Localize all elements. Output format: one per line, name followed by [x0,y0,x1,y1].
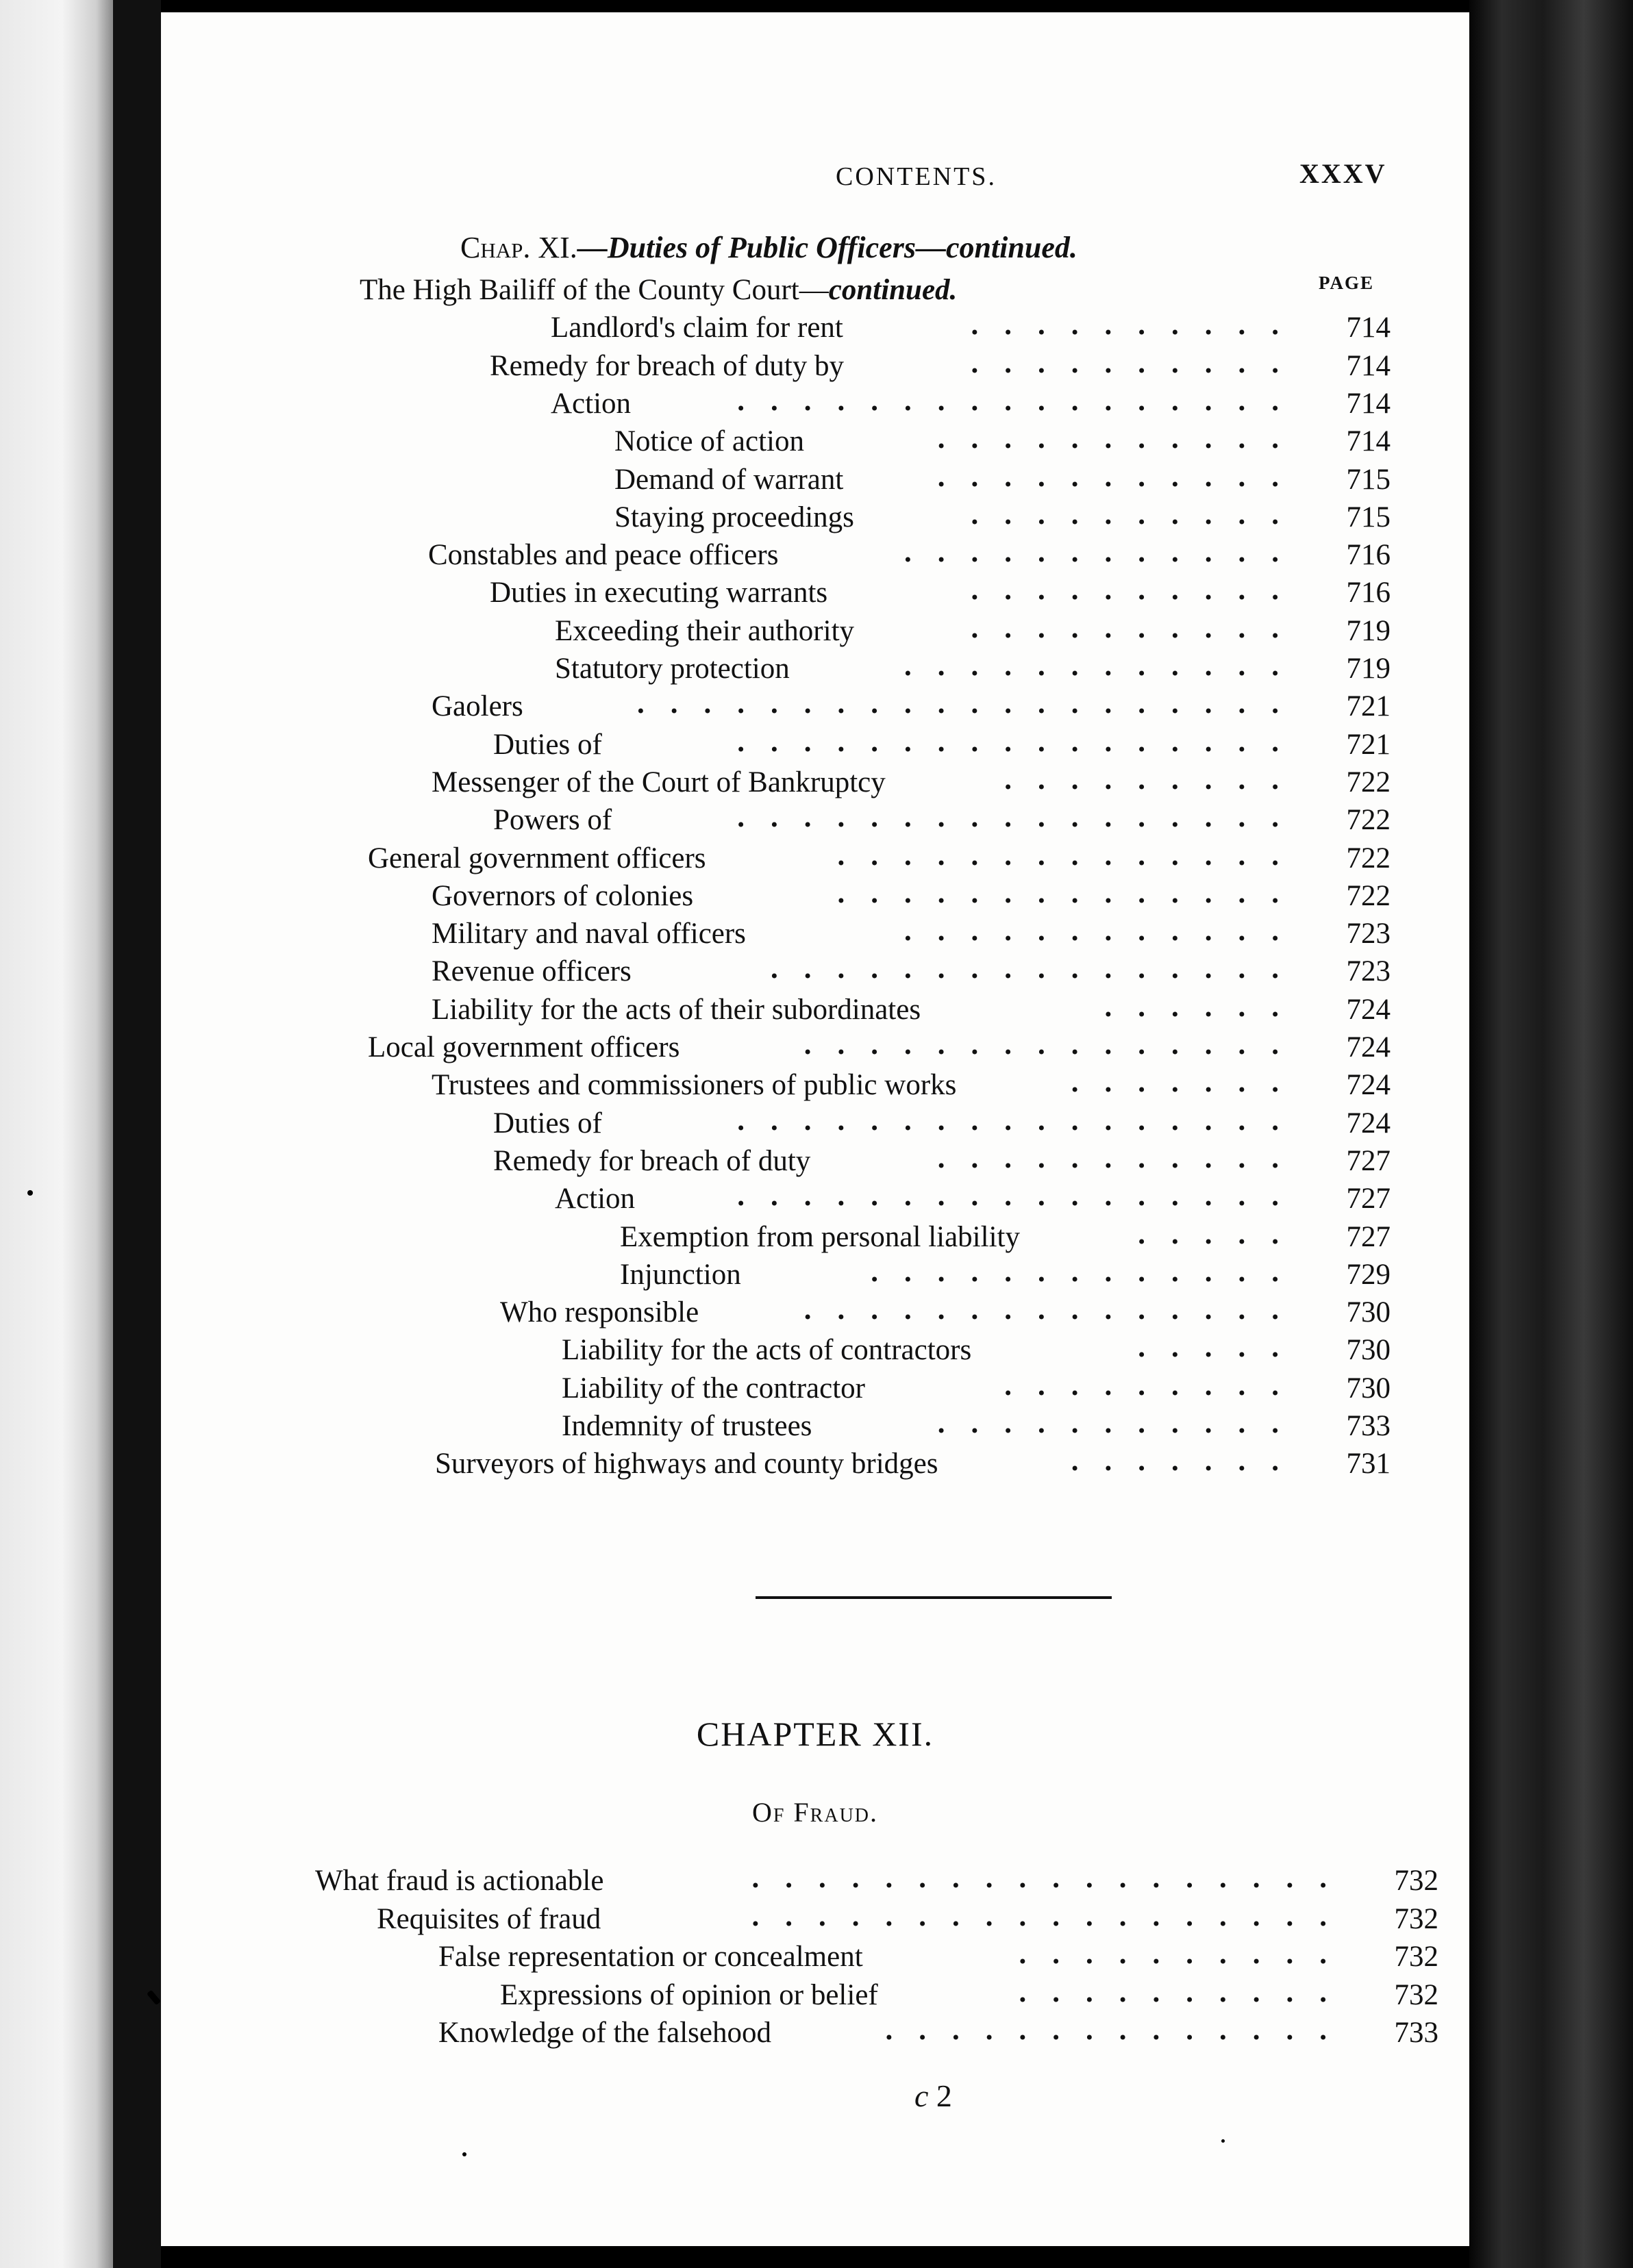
toc-leader-dots: .............. [837,877,1305,909]
toc-page-number: 729 [1346,1258,1391,1291]
toc-page-number: 723 [1346,955,1391,988]
toc-page-number: 733 [1346,1410,1391,1442]
toc-entry-label: Action [551,387,632,420]
toc-page-number: 723 [1346,918,1391,950]
chapter-heading [460,230,1077,265]
toc-entry [161,273,1469,308]
toc-page-number: 722 [1346,804,1391,837]
toc-entry-label: Liability of the contractor [562,1372,865,1404]
toc-entry [161,1068,1469,1103]
toc-entry [161,538,1469,573]
toc-leader-dots: .............. [837,839,1305,872]
toc-entry-label: Remedy for breach of duty [493,1144,811,1177]
toc-page-number: 715 [1346,501,1391,533]
toc-entry-label-text: The High Bailiff of the County Court— [360,274,829,306]
toc-entry-label: Duties of [493,728,602,761]
toc-page-number: 727 [1346,1183,1391,1215]
chapter-number: XI. [538,231,577,264]
toc-entry-label: Demand of warrant [614,463,844,496]
chapter-xii-title: CHAPTER XII. [696,1715,934,1753]
toc-entry-label: Remedy for breach of duty by [490,349,845,382]
toc-leader-dots: ................. [737,384,1305,417]
toc-leader-dots: ................. [737,725,1305,758]
toc-leader-dots: ....... [1071,1445,1305,1478]
toc-entry-label: Trustees and commissioners of public works [432,1069,957,1102]
toc-entry [161,1333,1469,1368]
toc-leader-dots: ................. [737,801,1305,834]
toc-leader-dots: ....... [1071,1066,1305,1099]
toc-leader-dots: ........... [937,1407,1305,1439]
running-head: CONTENTS. [836,162,997,191]
toc-entry [161,310,1469,346]
toc-page-number: 721 [1346,690,1391,723]
scan-speck [462,2152,466,2156]
toc-entry-label: Duties of [493,1107,602,1139]
toc-entry-label: General government officers [368,842,706,874]
toc-entry [161,1106,1469,1142]
toc-entry-label: Duties in executing warrants [490,577,828,609]
toc-entry [161,1409,1469,1444]
signature-letter: c [914,2078,929,2113]
toc-page-number: 724 [1346,1107,1391,1139]
toc-leader-dots: .......... [971,498,1305,531]
toc-entry-label: Staying proceedings [614,501,854,533]
toc-entry [161,765,1469,801]
toc-entry [161,614,1469,649]
toc-page-number: 727 [1346,1220,1391,1253]
toc-page-number: 722 [1346,766,1391,798]
toc-leader-dots: ............... [803,1294,1305,1326]
toc-entry-label: Messenger of the Court of Bankruptcy [432,766,886,798]
toc-page-number: 716 [1346,539,1391,572]
toc-page-number: 714 [1346,387,1391,420]
toc-entry-label: Constables and peace officers [428,539,779,572]
toc-entry [161,1446,1469,1482]
toc-entry [161,992,1469,1028]
toc-entry-label: Local government officers [368,1031,680,1063]
toc-leader-dots: ........... [937,1142,1305,1174]
toc-entry [161,841,1469,877]
toc-leader-dots: ...... [1104,990,1305,1023]
toc-entry [161,1220,1469,1255]
toc-entry [161,2015,1469,2051]
toc-page-number: 732 [1394,1941,1438,1973]
toc-leader-dots: ............. [871,1255,1305,1288]
toc-entry-label: Military and naval officers [432,918,746,950]
toc-page-number: 732 [1394,1902,1438,1935]
toc-page-number: 721 [1346,728,1391,761]
chapter-abbrev: Chap. [460,231,531,264]
toc-entry [161,346,1469,384]
toc-page-number: 732 [1394,1978,1438,2011]
scan-speck [27,1190,33,1196]
toc-entry [161,1371,1469,1407]
book-edge [1469,0,1633,2268]
toc-entry-label: Injunction [620,1258,741,1291]
toc-leader-dots: ......... [1004,1369,1305,1402]
printer-signature [914,2078,952,2114]
toc-page-number: 724 [1346,1069,1391,1102]
toc-leader-dots: .................. [751,1862,1353,1894]
toc-leader-dots: ............ [904,915,1305,948]
toc-entry [161,1295,1469,1331]
toc-page-number: 715 [1346,463,1391,496]
toc-leader-dots: ................. [737,1104,1305,1137]
toc-leader-dots: .............. [885,2014,1353,2046]
toc-entry-label-wrap [360,273,957,308]
toc-entry [161,879,1469,914]
toc-leader-dots: .......... [971,346,1305,379]
toc-entry [161,1978,1469,2013]
page-folio: XXXV [1299,158,1387,189]
page-column-label: PAGE [1319,273,1374,293]
toc-entry-label: Powers of [493,804,612,837]
signature-number: 2 [936,2078,952,2113]
toc-entry [161,424,1469,459]
toc-entry-label: Notice of action [614,425,805,458]
toc-page-number: 724 [1346,1031,1391,1063]
toc-leader-dots: ............ [904,650,1305,682]
toc-entry-label: Governors of colonies [432,879,694,912]
toc-leader-dots: ................. [737,1180,1305,1213]
book-page [161,12,1469,2246]
toc-page-number: 714 [1346,312,1391,344]
scan-speck [1221,2139,1225,2143]
toc-leader-dots: .................... [637,688,1305,720]
toc-leader-dots: ............ [904,536,1305,569]
toc-entry [161,1863,1469,1899]
chapter-xii-subtitle: Of Fraud. [751,1797,879,1828]
toc-leader-dots: ......... [1004,763,1305,796]
section-rule [756,1596,1112,1599]
toc-page-number: 727 [1346,1144,1391,1177]
toc-leader-dots: ............... [803,1029,1305,1061]
toc-page-number: 719 [1346,614,1391,647]
toc-entry-label: Landlord's claim for rent [551,312,843,344]
toc-entry [161,386,1469,422]
toc-entry-label: Statutory protection [555,653,790,685]
toc-page-number: 722 [1346,842,1391,874]
toc-page-number: 733 [1394,2017,1438,2049]
toc-entry-label: Action [555,1183,636,1215]
toc-entry [161,727,1469,763]
toc-entry-label: Indemnity of trustees [562,1410,812,1442]
toc-entry [161,1902,1469,1937]
book-gutter [113,0,161,2268]
toc-leader-dots: ........... [937,423,1305,455]
toc-entry-label: Knowledge of the falsehood [438,2017,771,2049]
toc-entry-label: What fraud is actionable [315,1865,604,1897]
toc-leader-dots: ..... [1138,1218,1305,1250]
toc-entry [161,1181,1469,1217]
toc-entry-label: Exceeding their authority [555,614,855,647]
toc-page-number: 732 [1394,1865,1438,1897]
toc-entry [161,500,1469,536]
toc-entry [161,1257,1469,1293]
facing-page-edge [0,0,113,2268]
toc-entry-label: Revenue officers [432,955,632,988]
toc-entry [161,1939,1469,1975]
toc-entry [161,462,1469,498]
toc-leader-dots: ..... [1138,1331,1305,1364]
toc-leader-dots: .......... [971,309,1305,342]
toc-page-number: 716 [1346,577,1391,609]
toc-leader-dots: .................. [751,1900,1353,1932]
toc-leader-dots: .......... [971,612,1305,644]
toc-entry [161,954,1469,990]
toc-leader-dots: ........... [937,460,1305,493]
toc-page-number: 722 [1346,879,1391,912]
toc-page-number: 730 [1346,1296,1391,1329]
toc-entry-label: Liability for the acts of their subordinates [432,993,921,1026]
toc-entry-label: Requisites of fraud [377,1902,601,1935]
toc-page-number: 730 [1346,1372,1391,1404]
toc-page-number: 714 [1346,425,1391,458]
toc-leader-dots: ................ [771,953,1305,985]
toc-entry-label: Surveyors of highways and county bridges [435,1448,938,1480]
toc-page-number: 731 [1346,1448,1391,1480]
toc-entry-label: False representation or concealment [438,1941,863,1973]
toc-entry [161,689,1469,724]
toc-entry-label: Liability for the acts of contractors [562,1334,972,1367]
chapter-title: —Duties of Public Officers—continued. [577,231,1077,264]
toc-entry-label-italic: continued. [828,274,958,306]
toc-entry [161,651,1469,687]
toc-page-number: 719 [1346,653,1391,685]
toc-page-number: 724 [1346,993,1391,1026]
toc-leader-dots: .......... [1019,1938,1353,1970]
toc-entry-label: Gaolers [432,690,523,723]
toc-entry [161,1144,1469,1179]
toc-leader-dots: .......... [971,574,1305,607]
toc-page-number: 730 [1346,1334,1391,1367]
toc-entry-label: Exemption from personal liability [620,1220,1020,1253]
toc-entry [161,1030,1469,1066]
toc-entry-label: Expressions of opinion or belief [500,1978,878,2011]
toc-entry [161,916,1469,952]
toc-entry-label: Who responsible [500,1296,699,1329]
toc-leader-dots: .......... [1019,1976,1353,2008]
toc-page-number: 714 [1346,349,1391,382]
toc-entry [161,803,1469,838]
toc-entry [161,575,1469,611]
